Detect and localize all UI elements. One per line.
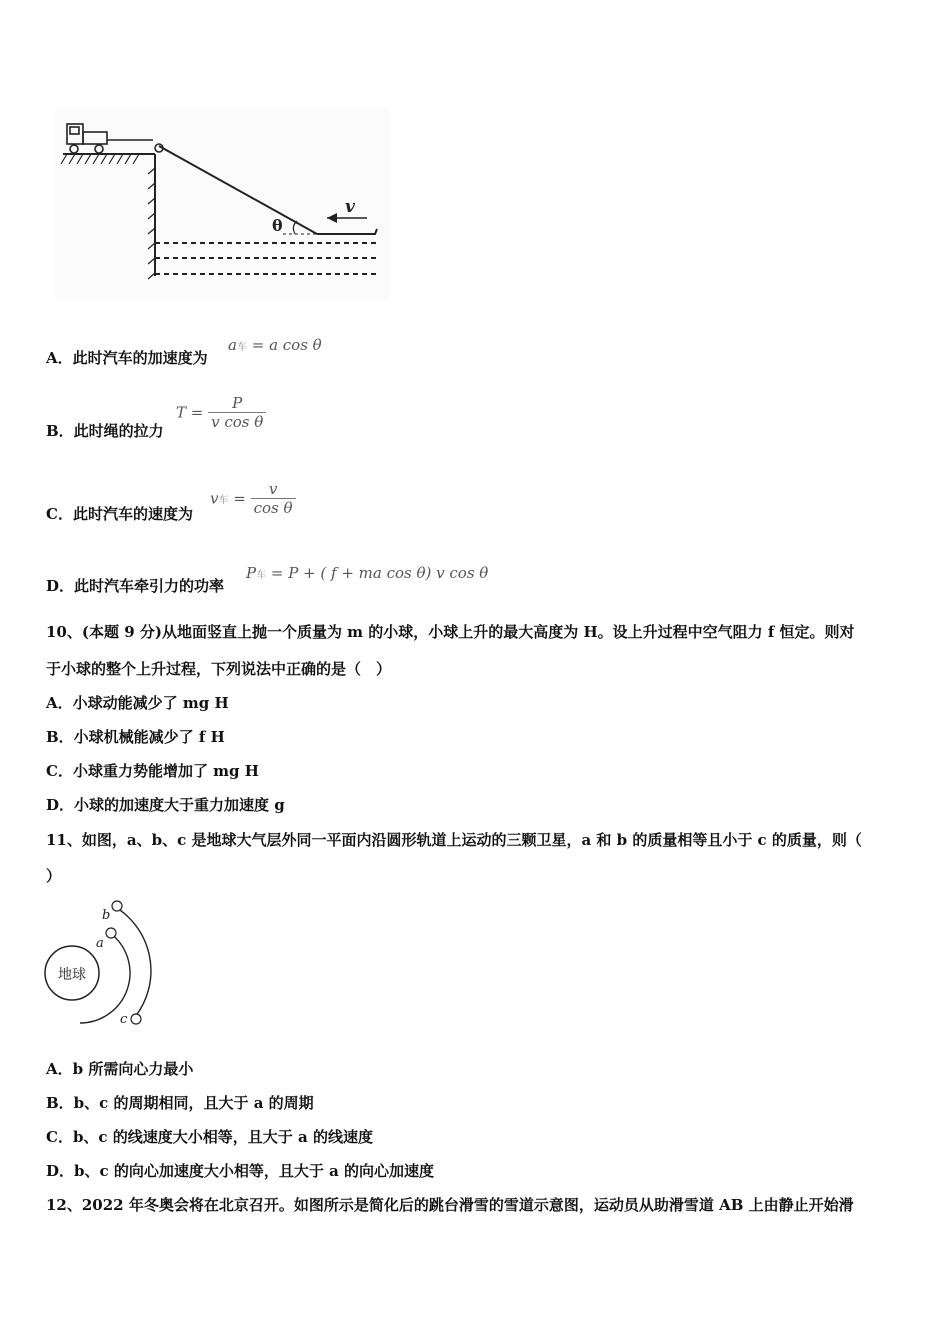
q11-stem-line2: ） [46, 867, 62, 885]
q10-option-a: A．小球动能减少了 mg H [46, 694, 229, 712]
q10-option-d: D．小球的加速度大于重力加速度 g [46, 796, 285, 814]
q9-option-b-formula: T = $\frac{P}{\text{v cos θ}}$ [176, 394, 266, 431]
q10-option-c: C．小球重力势能增加了 mg H [46, 762, 259, 780]
satellite-b-label: b [102, 908, 111, 923]
velocity-label: v [345, 197, 355, 217]
q9-option-d: D．此时汽车牵引力的功率 [46, 577, 225, 595]
earth-label: 地球 [58, 967, 86, 983]
satellite-a-icon [106, 928, 116, 938]
satellite-a-label: a [96, 936, 104, 951]
q10-stem-line2: 于小球的整个上升过程，下列说法中正确的是（ ） [46, 660, 392, 678]
q11-option-c: C．b、c 的线速度大小相等，且大于 a 的线速度 [46, 1128, 373, 1146]
satellite-b-icon [112, 901, 122, 911]
satellite-c-icon [131, 1014, 141, 1024]
q10-stem-line1: 10、(本题 9 分)从地面竖直上抛一个质量为 m 的小球，小球上升的最大高度为 H。设上升过程中空气阻力 f 恒定。则对 [46, 623, 855, 641]
q9-option-b: B．此时绳的拉力 [46, 422, 164, 440]
q9-option-a: A．此时汽车的加速度为 [46, 349, 208, 367]
satellite-c-label: c [120, 1012, 128, 1027]
q11-option-b: B．b、c 的周期相同，且大于 a 的周期 [46, 1094, 314, 1112]
q9-option-d-formula: P车 = P + ( f + ma cos θ) v cos θ [246, 564, 489, 582]
q11-option-d: D．b、c 的向心加速度大小相等，且大于 a 的向心加速度 [46, 1162, 435, 1180]
q9-option-c: C．此时汽车的速度为 [46, 505, 193, 523]
q11-stem-line1: 11、如图，a、b、c 是地球大气层外同一平面内沿圆形轨道上运动的三颗卫星，a 和 b 的质量相等且小于 c 的质量，则（ [46, 831, 862, 849]
satellite-orbit-figure [40, 895, 170, 1035]
angle-label: θ [272, 216, 283, 235]
q12-stem-line1: 12、2022 年冬奥会将在北京召开。如图所示是简化后的跳台滑雪的雪道示意图，运动员从助滑雪道 AB 上由静止开始滑 [46, 1196, 854, 1214]
q9-option-c-formula: v车 = $\frac{v}{\text{cos θ}}$ [210, 480, 296, 517]
q11-option-a: A．b 所需向心力最小 [46, 1060, 194, 1078]
q10-option-b: B．小球机械能减少了 f H [46, 728, 225, 746]
q9-option-a-formula: a车 = a cos θ [228, 336, 322, 354]
truck-boat-figure [55, 108, 390, 300]
